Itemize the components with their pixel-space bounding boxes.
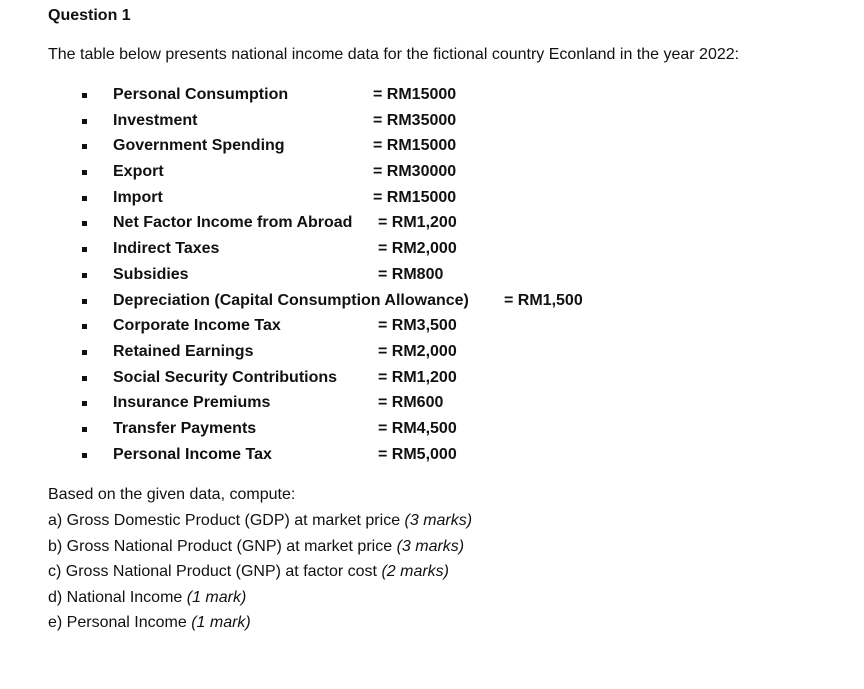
- item-value: = RM15000: [373, 137, 457, 155]
- question-marks: (1 mark): [186, 588, 247, 606]
- intro-paragraph: The table below presents national income data for the fictional country Econland in the year 2022:: [48, 46, 740, 63]
- item-value: = RM5,000: [378, 445, 457, 463]
- item-label: Personal Consumption: [113, 86, 289, 103]
- list-item: [0, 112, 864, 138]
- question-marks: (1 mark): [191, 614, 251, 632]
- bullet-icon: [82, 324, 87, 329]
- question-item: [48, 589, 472, 615]
- item-value: = RM1,200: [378, 368, 457, 386]
- bullet-icon: [82, 170, 87, 175]
- item-value: = RM35000: [373, 111, 457, 129]
- list-item: [0, 420, 864, 446]
- item-label: Retained Earnings: [113, 342, 254, 360]
- question-heading: Question 1: [48, 7, 131, 24]
- item-label: Import: [113, 188, 163, 206]
- question-marks: (3 marks): [396, 537, 465, 555]
- bullet-icon: [82, 273, 87, 278]
- question-text: d) National Income: [48, 588, 187, 606]
- item-value: = RM2,000: [378, 240, 457, 258]
- bullet-icon: [82, 144, 87, 149]
- bullet-icon: [82, 119, 87, 124]
- list-item: [0, 214, 864, 240]
- question-item: [48, 563, 472, 589]
- item-value: = RM1,200: [378, 214, 457, 232]
- question-text: a) Gross Domestic Product (GDP) at market price: [48, 512, 405, 529]
- item-label: Export: [113, 163, 164, 181]
- question-list: [48, 512, 472, 640]
- list-item: [0, 163, 864, 189]
- question-item: [48, 512, 472, 538]
- bullet-icon: [82, 453, 87, 458]
- item-label: Corporate Income Tax: [113, 317, 281, 335]
- bullet-icon: [82, 350, 87, 355]
- bullet-icon: [82, 221, 87, 226]
- list-item: [0, 189, 864, 215]
- bullet-icon: [82, 401, 87, 406]
- item-label: Net Factor Income from Abroad: [113, 214, 353, 232]
- item-value: = RM800: [378, 265, 444, 283]
- list-item: [0, 343, 864, 369]
- question-marks: (2 marks): [381, 563, 449, 581]
- question-item: [48, 538, 472, 564]
- bullet-icon: [82, 427, 87, 432]
- list-item: [0, 266, 864, 292]
- bullet-icon: [82, 247, 87, 252]
- list-item: [0, 240, 864, 266]
- compute-prompt: Based on the given data, compute:: [48, 486, 296, 503]
- item-label: Transfer Payments: [113, 419, 257, 437]
- list-item: [0, 369, 864, 395]
- bullet-icon: [82, 93, 87, 98]
- item-value: = RM30000: [373, 163, 457, 181]
- item-value: = RM15000: [373, 86, 457, 103]
- item-label: Government Spending: [113, 137, 285, 155]
- item-label: Subsidies: [113, 265, 189, 283]
- bullet-icon: [82, 376, 87, 381]
- bullet-icon: [82, 196, 87, 201]
- question-text: c) Gross National Product (GNP) at factor cost: [48, 563, 382, 581]
- list-item: [0, 137, 864, 163]
- item-value: = RM15000: [373, 188, 457, 206]
- item-label: Depreciation (Capital Consumption Allowance): [113, 291, 469, 309]
- item-value: = RM600: [378, 394, 444, 412]
- item-value: = RM4,500: [378, 419, 457, 437]
- list-item: [0, 86, 864, 112]
- item-label: Insurance Premiums: [113, 394, 271, 412]
- question-marks: (3 marks): [404, 512, 473, 529]
- item-label: Indirect Taxes: [113, 240, 220, 258]
- list-item: [0, 446, 864, 472]
- item-label: Social Security Contributions: [113, 368, 338, 386]
- list-item: [0, 317, 864, 343]
- question-text: e) Personal Income: [48, 614, 192, 632]
- list-item: [0, 394, 864, 420]
- item-value: = RM1,500: [504, 291, 583, 309]
- item-value: = RM2,000: [378, 342, 457, 360]
- question-item: [48, 614, 472, 640]
- item-label: Personal Income Tax: [113, 445, 272, 463]
- bullet-icon: [82, 299, 87, 304]
- list-item: [0, 292, 864, 318]
- question-text: b) Gross National Product (GNP) at market price: [48, 537, 397, 555]
- item-label: Investment: [113, 111, 198, 129]
- income-data-list: [0, 86, 864, 471]
- item-value: = RM3,500: [378, 317, 457, 335]
